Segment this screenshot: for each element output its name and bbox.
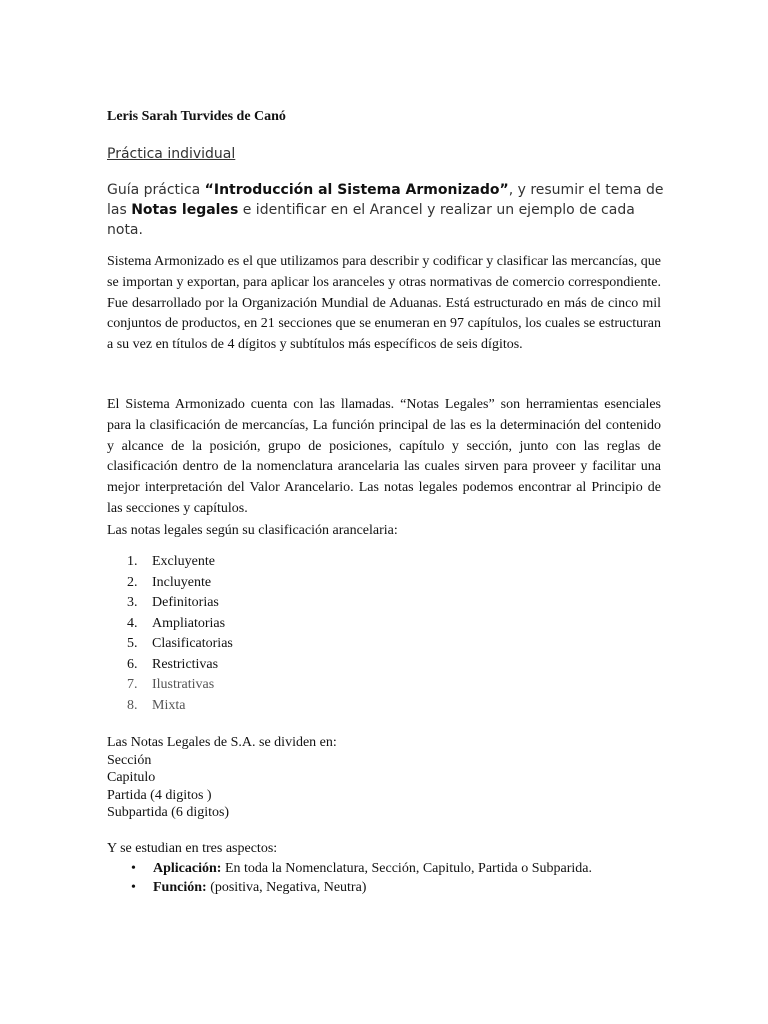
list-item [127,696,233,717]
list-label: Excluyente [152,554,215,569]
guide-description [107,180,667,240]
list-item [127,552,233,573]
list-label: Ilustrativas [152,677,215,692]
bullet-icon: • [131,861,136,876]
aspect-label: Aplicación: [153,861,222,876]
list-label: Incluyente [152,574,212,590]
list-number: 7. [127,677,138,692]
list-item [127,675,233,696]
list-label: Restrictivas [152,656,219,672]
paragraph-sistema-armonizado: Sistema Armonizado es el que utilizamos para describir y codificar y clasificar las mercancías, que se importan y exportan, para aplicar los aranceles y otras normativas de comercio correspondiente. Fue desarrollado por la Organización Mundial de Aduanas. Está estructurado en más de cinco mil conjuntos de productos, en 21 secciones que se enumeran en 97 capítulos, los cuales se estructuran a su vez en títulos de 4 dígitos y subtítulos más específicos de seis dígitos. [107,254,661,353]
list-number: 2. [127,574,138,590]
list-label: Ampliatorias [152,615,226,631]
aspects-list [131,860,592,897]
division-item: Capitulo [107,770,156,785]
guide-title: “Introducción al Sistema Armonizado” [204,182,509,198]
list-item [127,655,233,676]
paragraph-notas-legales: El Sistema Armonizado cuenta con las llamadas. “Notas Legales” son herramientas esenciales para la clasificación de mercancías, La función principal de las es la determinación del contenido y alcance de la posición, grupo de posiciones, capítulo y sección, junto con las reglas de clasificación dentro de la nomenclatura arancelaria las cuales sirven para proveer y facilitar una mejor interpretación del Valor Arancelario. Las notas legales podemos encontrar al Principio de las secciones y capítulos. [107,397,661,516]
list-number: 8. [127,697,138,713]
bullet-icon: • [131,879,136,895]
classification-intro: Las notas legales según su clasificación arancelaria: [107,523,398,538]
list-number: 4. [127,615,138,631]
guide-middle: , y resumir el tema de las [107,182,664,218]
list-item [127,634,233,655]
aspect-label: Función: [153,879,207,895]
author-name: Leris Sarah Turvides de Canó [107,109,286,124]
list-number: 1. [127,554,138,569]
classification-list [127,552,233,716]
list-item [131,860,592,879]
list-number: 5. [127,636,138,651]
guide-prefix: Guía práctica [107,182,205,198]
list-item [127,573,233,594]
aspect-text: En toda la Nomenclatura, Sección, Capitulo, Partida o Subparida. [221,861,592,876]
guide-notas-legales: Notas legales [131,202,239,218]
list-label: Clasificatorias [152,636,233,651]
aspects-intro: Y se estudian en tres aspectos: [107,841,278,856]
practice-title: Práctica individual [107,146,236,162]
divisions-block [107,734,337,822]
list-item [127,593,233,614]
division-item: Sección [107,752,152,768]
list-number: 3. [127,595,138,610]
list-label: Definitorias [152,595,219,610]
list-item [127,614,233,635]
division-item: Partida (4 digitos ) [107,787,212,803]
list-item [131,879,592,898]
guide-suffix: e identificar en el Arancel y realizar un ejemplo de cada nota. [107,202,635,238]
aspect-text: (positiva, Negativa, Neutra) [206,879,367,895]
list-number: 6. [127,656,138,672]
list-label: Mixta [152,697,186,713]
divisions-intro: Las Notas Legales de S.A. se dividen en: [107,735,337,750]
division-item: Subpartida (6 digitos) [107,805,230,820]
